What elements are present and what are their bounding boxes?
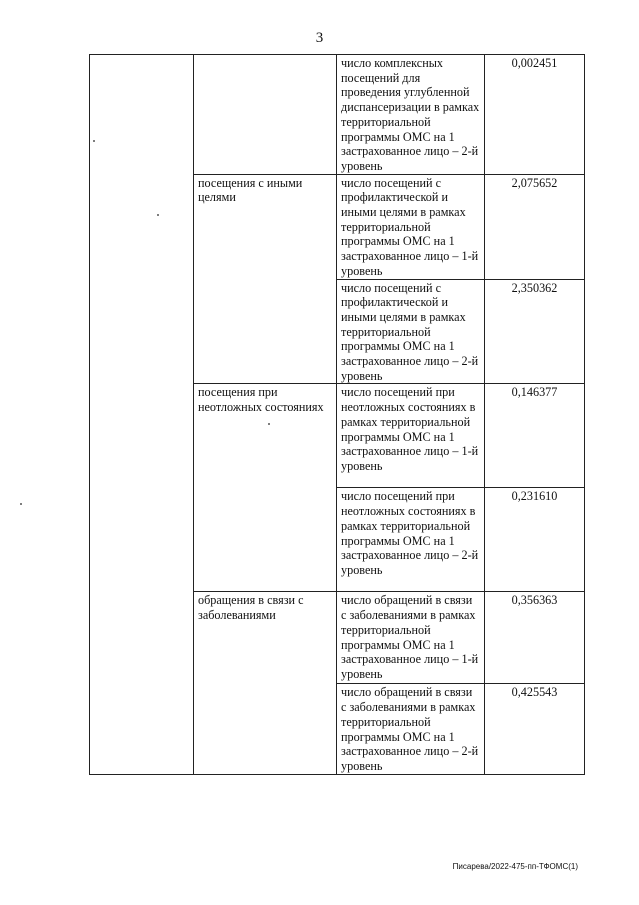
scan-speck [93, 140, 95, 142]
document-reference: Писарева/2022-475-пп-ТФОМС(1) [452, 862, 578, 871]
value-cell: 2,350362 [485, 279, 585, 384]
category-cell: посещения при неотложных состояниях [194, 384, 337, 592]
value-cell: 0,231610 [485, 488, 585, 592]
indicator-cell: число посещений при неотложных состояниях в рамках территориальной программы ОМС на 1 застрахованное лицо – 2-й уровень [337, 488, 485, 592]
indicator-cell: число посещений при неотложных состояниях в рамках территориальной программы ОМС на 1 застрахованное лицо – 1-й уровень [337, 384, 485, 488]
category-cell: обращения в связи с заболеваниями [194, 592, 337, 774]
category-cell: посещения с иными целями [194, 174, 337, 384]
value-cell: 0,146377 [485, 384, 585, 488]
indicator-cell: число комплексных посещений для проведения углубленной диспансеризации в рамках территориальной программы ОМС на 1 застрахованное лицо – 2-й уровень [337, 55, 485, 175]
indicator-cell: число обращений в связи с заболеваниями в рамках территориальной программы ОМС на 1 застрахованное лицо – 2-й уровень [337, 684, 485, 774]
scan-speck [157, 214, 159, 216]
page-number: 3 [315, 30, 324, 46]
scan-speck [20, 503, 22, 505]
value-cell: 0,425543 [485, 684, 585, 774]
value-cell: 0,002451 [485, 55, 585, 175]
value-cell: 0,356363 [485, 592, 585, 684]
indicators-table [89, 54, 585, 775]
scan-speck [268, 423, 270, 425]
indicator-cell: число посещений с профилактической и иными целями в рамках территориальной программы ОМС на 1 застрахованное лицо – 1-й уровень [337, 174, 485, 279]
indicator-cell: число обращений в связи с заболеваниями в рамках территориальной программы ОМС на 1 застрахованное лицо – 1-й уровень [337, 592, 485, 684]
table-row [90, 55, 585, 175]
value-cell: 2,075652 [485, 174, 585, 279]
indicator-cell: число посещений с профилактической и иными целями в рамках территориальной программы ОМС на 1 застрахованное лицо – 2-й уровень [337, 279, 485, 384]
category-cell [194, 55, 337, 175]
blank-first-column [90, 55, 194, 775]
